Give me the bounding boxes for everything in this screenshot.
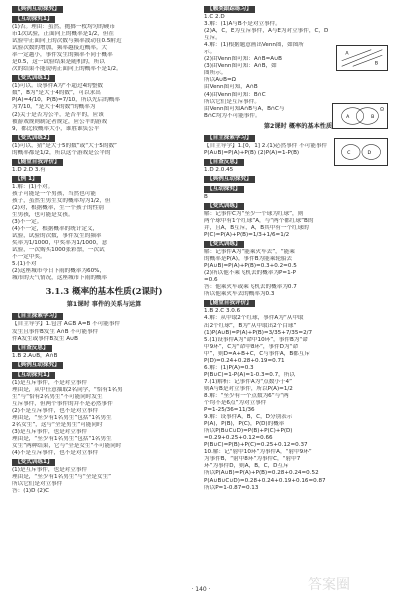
text-line: 9.解：设事件A，B，C，D分别表示	[204, 414, 293, 421]
text-line: 6.解：(1)P(A)=0.3	[204, 364, 254, 371]
text-line: 2名女生”，这与“全是男生”可能同时	[12, 421, 103, 428]
heading-row	[204, 298, 392, 308]
text-line: P(D)=0.24+0.28+0.19=0.71	[204, 357, 285, 364]
text-line: 次的结果不能说明正面向上的概率不是1/2。	[12, 66, 122, 73]
text-line: (3)不一定。	[12, 219, 43, 226]
text-line: (1)P(A∪B)=P(A)+P(B)=3/35+7/35=2/7	[204, 329, 313, 336]
section-heading: 【随堂自我评价】	[12, 159, 63, 166]
text-line: 10.解：记“射中10环”为事件A，“射中9环”	[204, 449, 312, 456]
svg-text:C: C	[347, 150, 351, 156]
text-line: 城市的天气情况，这座城市下雨的概率	[12, 275, 108, 282]
text-line: (2)对，根据概率，生一个孩子的性别	[12, 204, 104, 211]
text-line: 1.解：(1)不对。	[12, 183, 54, 190]
svg-text:A: A	[345, 51, 349, 57]
text-line: 中9环”，C为“命中8环”，事件D为“命	[204, 343, 299, 350]
heading-row	[204, 4, 392, 14]
text-line: 【自主导学】1.[0，1] 2.(1)必然事件 不可能事件	[204, 142, 328, 149]
text-line: 则A与B是对立事件，所以P(A)=1/2	[204, 385, 293, 392]
text-line: 环”为事件D，则A，B，C，D互斥	[204, 463, 289, 470]
text-line: (2)所以他不乘飞机去的概率为P=1-P	[204, 270, 297, 277]
section-heading: 【变式训练】	[204, 241, 244, 248]
text-line: 试验，试验的次数，事件发生的频率	[12, 233, 102, 240]
svg-text:A: A	[346, 114, 350, 120]
text-line: 件A发生或事件B发生 A∪B	[12, 335, 78, 342]
text-line: 的概率是P(A)，事件B为能乘轮船去	[204, 256, 293, 263]
text-line: 所以P(A∪B)=P(A)+P(B)=0.28+0.24=0.52	[204, 470, 319, 477]
text-line: 数”，B为“是大于4的数”，可以求出	[12, 90, 101, 97]
text-line: 8.解：“至少有一个点数为6”与“两	[204, 392, 289, 399]
text-line: 为事件B，“射中8环”为事件C，“射中7	[204, 456, 301, 463]
text-line: (2)不是互斥事件，也不是对立事件	[12, 407, 99, 414]
section-heading: 【典例互动探究】	[12, 362, 63, 369]
svg-text:B: B	[371, 114, 375, 120]
text-line: 并，且A，B互斥，A，B其中有一个红球的	[204, 224, 309, 231]
venn-figure-2	[332, 103, 388, 129]
lesson-title: 第2课时 概率的基本性质	[263, 122, 333, 130]
heading-row	[12, 14, 196, 24]
heading-row	[204, 201, 392, 211]
svg-text:B: B	[374, 61, 379, 67]
text-line: (2)由Venn图可知：A∩B=A∪B	[204, 56, 283, 63]
text-line: 理由是，“至少有1名男生”与“全是女生”	[12, 474, 112, 481]
text-line: 答：(1)D (2)C	[12, 488, 50, 495]
text-line: 率一定越小，事件发生的频率不同于概率	[12, 52, 113, 59]
heading-row	[12, 157, 196, 167]
text-line: 互斥。	[204, 35, 221, 42]
heading-row	[12, 311, 196, 321]
text-line: 的概率都是1/2，所以这个游戏是公平的	[12, 149, 111, 156]
watermark-logo	[304, 572, 394, 596]
section-heading: 【自主探索学习】	[12, 313, 63, 320]
section-heading: 【互动探究1】	[12, 372, 55, 379]
text-line: 币1次试验，正面向上的概率是1/2，但在	[12, 31, 115, 38]
text-line: 理由是，从中任意抽取2名同学，“恰有1名男	[12, 386, 123, 393]
text-line: 出2个红球”，B为“从中取出2个白球”	[204, 322, 297, 329]
text-line: 生”与“恰有2名男生”不可能同时发生	[12, 393, 103, 400]
text-line: 所以它们是对立事件	[12, 481, 63, 488]
text-line: (1)否。理由：虽然，抛掷一枚均匀的硬币	[12, 24, 116, 30]
text-line: =0.29+0.25+0.12=0.66	[204, 435, 273, 442]
venn-figure-3	[334, 138, 388, 166]
text-line: 生男孩，也可能是女孩。	[12, 211, 74, 218]
text-line: 奖率为1/1000，中奖率为1/1000，意	[12, 240, 108, 247]
section-heading: 【触类跟踪练习】	[204, 6, 255, 13]
text-line: P(C)=P(A)+P(B)=1/3+1/6=1/2	[204, 232, 290, 239]
venn-figure-1	[336, 45, 388, 71]
svg-text:Ω: Ω	[380, 107, 384, 113]
right-column	[204, 4, 392, 492]
section-heading: 【互动探究1】	[12, 16, 55, 23]
text-line: 不一定中奖。	[12, 254, 46, 261]
heading-row	[12, 457, 196, 467]
text-line: 1.D 2.D 3.有	[12, 166, 46, 173]
text-line: 是0.5，这一试验结果是随机的，所以	[12, 59, 105, 66]
heading-row	[12, 370, 196, 380]
text-line: 4.解：从中取2个红球，事件A为“从中取	[204, 315, 304, 322]
heading-row	[12, 343, 196, 353]
text-line: (3)由Venn图可知：A∩B，如	[204, 63, 277, 70]
text-line: 9，都比较概率大小，谁胜谁负公平	[12, 125, 100, 132]
svg-text:D: D	[367, 150, 372, 156]
text-line: 为7/10，“是大于4的数”的概率为	[12, 104, 96, 111]
text-line: (1)是互斥事件，也是对立事件	[12, 467, 88, 474]
text-line: 所以A∪B=Ω	[204, 77, 236, 84]
section-heading: 【自查反思】	[204, 159, 244, 166]
text-line: 1.D 2.0.45	[204, 166, 234, 173]
text-line: P(B∪C)=1-P(A)=1-0.3=0.7，所以	[204, 371, 295, 378]
text-line: P=1-25/36=11/36	[204, 407, 255, 414]
text-line: (1)是互斥事件，不是对立事件	[12, 379, 88, 386]
section-heading: 【变式训练1】	[12, 75, 55, 82]
section-heading: 【变式训练】	[204, 203, 244, 210]
text-line: 所以他乘火车去的概率为0.3	[204, 291, 275, 298]
text-line: (2)A，C，E为互斥事件，A与E为对立事件，C，D	[204, 28, 329, 35]
text-line: =0.6	[204, 277, 218, 284]
heading-row	[204, 239, 392, 249]
text-line: 解：记事件C为“至少一个球为红球”，则	[204, 210, 304, 217]
text-line: 发生且事件B发生 A∩B 不可能事件	[12, 328, 99, 335]
heading-row	[12, 360, 196, 370]
text-line: 被游戏规则制定者规定，应公平的游戏	[12, 118, 108, 125]
text-line: (2)关于是否为公平，是否平的，应该	[12, 111, 104, 118]
text-line: B	[204, 193, 208, 200]
text-line: 试验次数的增加，频率越接近概率。大	[12, 45, 108, 52]
text-line: P(A∪B)=P(A)+P(B)=0.3+0.2=0.5	[204, 263, 297, 270]
text-line: 由Venn图可知A∩B与A，B∩C与	[204, 105, 285, 112]
text-line: 由Venn图可知，A∩B	[204, 84, 258, 91]
text-line: P(A∪B∪C∪D)=0.28+0.24+0.19+0.16=0.87	[204, 477, 326, 484]
text-line: 5.(1)不对	[12, 261, 37, 268]
text-line: (4)不一定，根据概率的统计定义，	[12, 226, 99, 233]
text-line: (2)这座城市今日下雨的概率为60%，	[12, 268, 106, 275]
section-heading: 【变式训练1】	[12, 459, 55, 466]
text-line: 孩子可能是一个男孩，当然也可能	[12, 190, 96, 197]
heading-row	[204, 174, 392, 184]
text-line: 中”，则D=A+B+C，C与事件A，B都互斥	[204, 350, 310, 357]
section-heading: 【自主探索学习】	[204, 135, 255, 142]
text-line: 图所示。	[204, 70, 227, 77]
text-line: 解：记事件A为“能乘火车去”，“能乘	[204, 249, 295, 256]
text-line: 1.C 2.D	[204, 14, 225, 20]
heading-row	[12, 174, 196, 184]
section-heading: 【变式训练2】	[12, 135, 55, 142]
text-line: 所以它们是互斥事件。	[204, 98, 260, 105]
heading-row	[12, 133, 196, 143]
heading-row	[12, 4, 196, 14]
text-line: 7.(1)解析：记事件A为“点数小于4”	[204, 378, 292, 385]
section-heading: 【典例互动探究】	[204, 176, 255, 183]
text-line: 示。	[204, 49, 216, 56]
text-line: (3)是互斥事件，也是对立事件	[12, 428, 88, 435]
section-heading: 【随堂自我评价】	[204, 300, 255, 307]
text-line: 互斥事件，但两个事件的并不是必然事件	[12, 400, 113, 407]
page-number: · 140 ·	[191, 586, 211, 593]
text-line: 个均不是6点”为对立事件	[204, 400, 267, 407]
text-line: 两个球中有1个红球”A，与“两个都红球”B的	[204, 217, 314, 224]
section-heading: 【互动探究】	[204, 186, 244, 193]
text-line: 1.B 2.A∪B，A∩B	[12, 352, 58, 359]
text-line: 孩子，虽然生男生女的概率均为1/2，但	[12, 197, 111, 204]
svg-text:答案圈: 答案圈	[308, 577, 350, 593]
text-line: (4)由Venn图可知：B∩C	[204, 91, 266, 98]
text-line: (1)可以。设事件A为“不超过4的整数	[12, 83, 103, 90]
heading-row	[204, 184, 392, 194]
text-line: 试验，一次购买1000张彩票，一次试	[12, 247, 105, 254]
text-line: (4)不是互斥事件，也不是对立事件	[12, 450, 99, 457]
text-line: 女生”两种结果，它与“全是女生”不可能同时	[12, 443, 122, 450]
text-line: 所以P=1-0.87=0.13	[204, 484, 259, 491]
text-line: 试验中正面向上的次数与频率波动在0.5附近	[12, 38, 122, 45]
text-line: 答：他乘火车或乘飞机去的概率为0.7	[204, 284, 297, 291]
section-heading: 【自查反思】	[12, 345, 52, 352]
text-line: P(A∪B)=P(A)+P(B) (2)P(A)=1-P(B)	[204, 149, 300, 156]
text-line: 3.解：(1)A与B不是对立事件。	[204, 21, 281, 28]
section-heading: 【例 1】	[12, 176, 41, 183]
text-line: 理由是，“至少有1名男生”包括“1名男生	[12, 414, 112, 421]
text-line: P(A)，P(B)，P(C)，P(D)的概率	[204, 421, 285, 428]
section-heading: 【典例互动探究】	[12, 6, 63, 13]
text-line: 4.解：(1)根据题意画出Venn图，如图所	[204, 42, 304, 49]
text-line: 所以P(B∪C∪D)=P(B)+P(C)+P(D)	[204, 428, 293, 435]
text-line: P(A)=4/10，P(B)=7/10，所以先后的概率	[12, 97, 120, 104]
text-line: 【自主导学】1.包含 A⊆B A=B 不可能事件	[12, 321, 121, 328]
text-line: 理由是，“至少有1名男生”包括“1名男生	[12, 436, 112, 443]
text-line: 5.(1)设事件A为“命中10环”，事件B为“命	[204, 336, 308, 343]
text-line: (1)可以，猜“是大于5的数”或“大于5的数”	[12, 142, 117, 149]
section-title: 3.1.3 概率的基本性质(2课时)	[45, 287, 163, 298]
heading-row	[12, 73, 196, 83]
lesson-title: 第1课时 事件的关系与运算	[66, 301, 142, 309]
text-line: 1.B 2.C 3.0.6	[204, 308, 241, 315]
text-line: B∩C均为不可能事件。	[204, 112, 261, 119]
text-line: P(B∪C)=P(B)+P(C)=0.25+0.12=0.37	[204, 442, 308, 449]
left-column	[12, 4, 196, 495]
